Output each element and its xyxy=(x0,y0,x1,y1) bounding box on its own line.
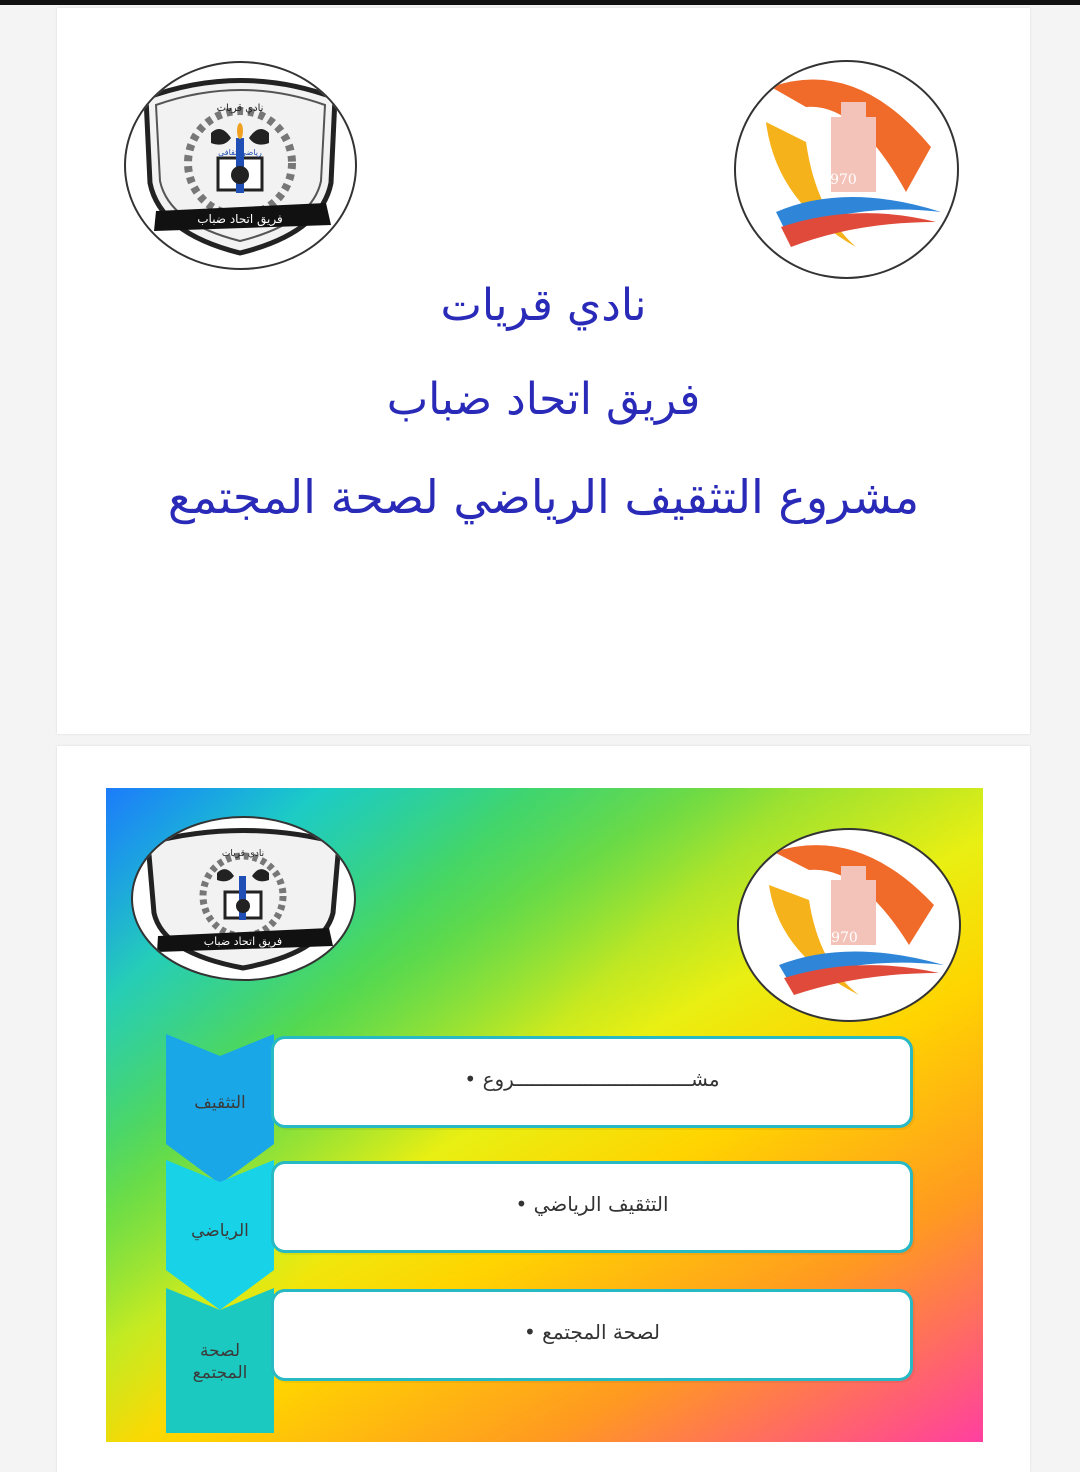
svg-text:رياضي ثقافي: رياضي ثقافي xyxy=(218,148,262,157)
fort-wave-logo-icon xyxy=(737,828,961,1022)
svg-text:فريق اتحاد ضباب: فريق اتحاد ضباب xyxy=(197,212,283,226)
team-name-title: فريق اتحاد ضباب xyxy=(386,374,701,425)
bullet: • xyxy=(515,1192,528,1216)
arrow-label-2: الرياضي xyxy=(191,1221,249,1241)
arrow-label-1: التثقيف xyxy=(194,1093,246,1113)
svg-text:فريق اتحاد ضباب: فريق اتحاد ضباب xyxy=(203,935,283,948)
row-text-2: التثقيف الرياضي • xyxy=(515,1192,669,1216)
top-bar xyxy=(0,0,1080,5)
bullet: • xyxy=(464,1067,477,1091)
arrow-label-3: لصحة المجتمع xyxy=(192,1341,248,1383)
chevron-arrow-3 xyxy=(166,1288,274,1433)
team-shield-logo-icon xyxy=(131,816,356,981)
content-row-2 xyxy=(271,1161,913,1253)
slide-page xyxy=(57,746,1030,1472)
project-title: مشروع التثقيف الرياضي لصحة المجتمع xyxy=(167,470,920,524)
svg-text:نادي قريات: نادي قريات xyxy=(221,849,265,859)
team-shield-logo-icon xyxy=(124,61,357,270)
row-text-3: لصحة المجتمع • xyxy=(524,1320,660,1344)
svg-text:نادي قريات: نادي قريات xyxy=(216,103,264,114)
content-row-1 xyxy=(271,1036,913,1128)
fort-wave-logo-icon xyxy=(734,60,959,279)
row-text-1: مشــــــــــــــــــــــــــــــروع • xyxy=(464,1067,720,1091)
gradient-slide xyxy=(106,788,983,1442)
svg-text:1970: 1970 xyxy=(822,930,858,946)
svg-text:1970: 1970 xyxy=(821,172,857,188)
club-name-title: نادي قريات xyxy=(440,280,647,331)
content-row-3 xyxy=(271,1289,913,1381)
cover-page xyxy=(57,8,1030,734)
bullet: • xyxy=(524,1320,536,1344)
